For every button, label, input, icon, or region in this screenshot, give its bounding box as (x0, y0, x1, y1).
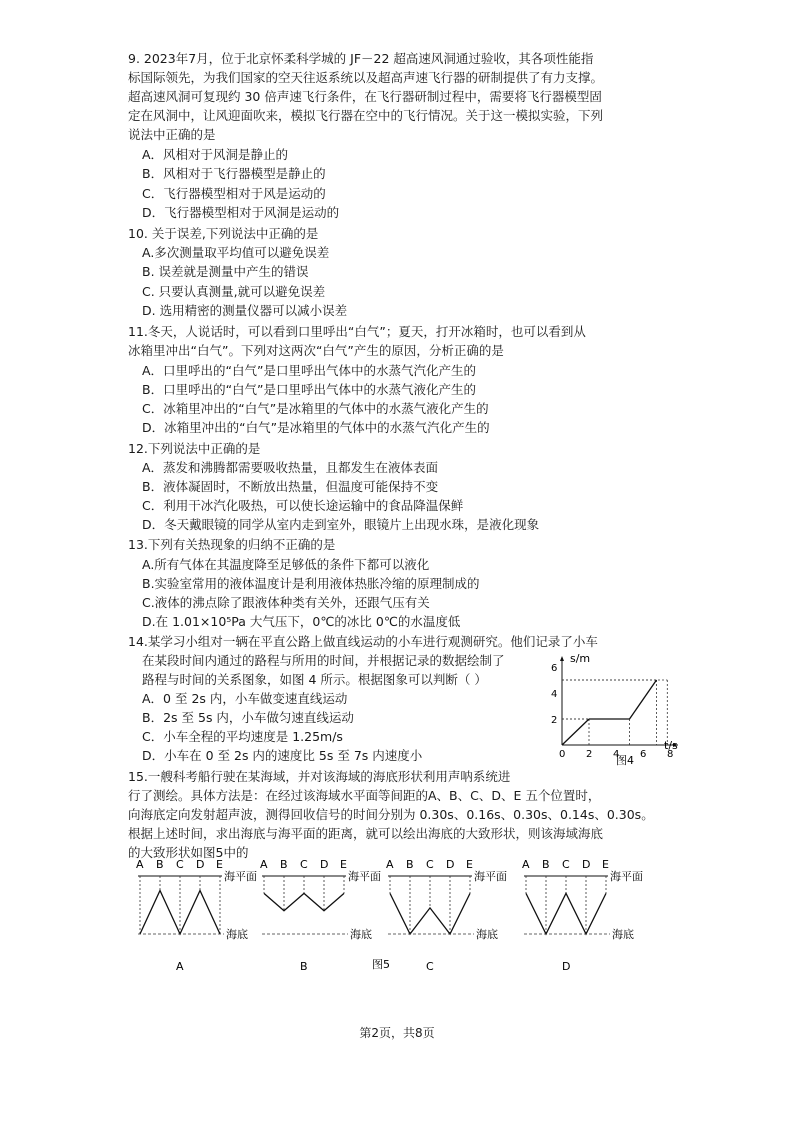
q9-stem-line-1: 9. 2023年7月，位于北京怀柔科学城的 JF－22 超高速风洞通过验收，其各项性能指 (128, 51, 594, 66)
fig5-panel-c (386, 858, 507, 973)
y-tick-label: 4 (551, 689, 558, 700)
panel-label: C (426, 960, 434, 973)
q10-option-a: A.多次测量取平均值可以避免误差 (142, 245, 330, 260)
point-label: D (446, 858, 455, 871)
q15-stem-line-5: 的大致形状如图5中的 (128, 845, 249, 860)
q9-stem-line-5: 说法中正确的是 (128, 127, 216, 142)
point-label: A (136, 858, 144, 871)
sea-surface-label: 海平面 (224, 870, 257, 883)
q9-stem-line-2: 标国际领先，为我们国家的空天往返系统以及超高声速飞行器的研制提供了有力支撑。 (128, 70, 604, 85)
q15-stem-line-1: 15.一艘科考船行驶在某海域，并对该海域的海底形状利用声呐系统进 (128, 769, 511, 784)
q9-stem-line-3: 超高速风洞可复现约 30 倍声速飞行条件，在飞行器研制过程中，需要将飞行器模型固 (128, 89, 602, 104)
point-label: A (386, 858, 394, 871)
point-label: C (426, 858, 434, 871)
q12-option-d: D．冬天戴眼镜的同学从室内走到室外，眼镜片上出现水珠，是液化现象 (142, 517, 540, 532)
point-label: D (320, 858, 329, 871)
sea-floor-label: 海底 (226, 928, 248, 941)
series-segment (630, 680, 657, 719)
q9-option-d: D．飞行器模型相对于风洞是运动的 (142, 205, 340, 220)
point-label: A (260, 858, 268, 871)
y-axis-label: s/m (570, 652, 591, 665)
x-tick-label: 6 (640, 749, 647, 760)
q11-option-d: D．冰箱里冲出的“白气”是冰箱里的气体中的水蒸气汽化产生的 (142, 420, 490, 435)
point-label: E (466, 858, 473, 871)
q14-stem-line-2: 在某段时间内通过的路程与所用的时间，并根据记录的数据绘制了 (142, 653, 505, 668)
q10-option-b: B. 误差就是测量中产生的错误 (142, 264, 309, 279)
point-label: D (196, 858, 205, 871)
fig5-panel-d (522, 858, 643, 973)
q9-option-a: A．风相对于风洞是静止的 (142, 147, 289, 162)
figure-4-caption: 图4 (616, 754, 634, 767)
q14-option-c: C．小车全程的平均速度是 1.25m/s (142, 729, 343, 744)
q14-option-b: B．2s 至 5s 内，小车做匀速直线运动 (142, 710, 354, 725)
q13-option-a: A.所有气体在其温度降至足够低的条件下都可以液化 (142, 557, 430, 572)
point-label: E (216, 858, 223, 871)
x-tick-label: 0 (559, 749, 566, 760)
seafloor-profile (390, 893, 470, 934)
point-label: E (602, 858, 609, 871)
seafloor-profile (526, 893, 606, 934)
q15-stem-line-2: 行了测绘。具体方法是：在经过该海域水平面等间距的A、B、C、D、E 五个位置时， (128, 788, 601, 803)
figure-5-caption: 图5 (372, 958, 390, 971)
q9-stem-line-4: 定在风洞中，让风迎面吹来，模拟飞行器在空中的飞行情况。关于这一模拟实验，下列 (128, 108, 604, 123)
q11-stem-line-1: 11.冬天，人说话时，可以看到口里呼出“白气”；夏天，打开冰箱时，也可以看到从 (128, 324, 586, 339)
x-tick-label: 4 (613, 749, 620, 760)
q11-option-c: C．冰箱里冲出的“白气”是冰箱里的气体中的水蒸气液化产生的 (142, 401, 489, 416)
x-tick-label: 2 (586, 749, 593, 760)
point-label: B (542, 858, 550, 871)
y-tick-label: 6 (551, 663, 558, 674)
x-axis-label: t/s (664, 739, 678, 752)
fig5-panel-b (260, 858, 381, 973)
sea-surface-label: 海平面 (474, 870, 507, 883)
q12-stem: 12.下列说法中正确的是 (128, 441, 261, 456)
seafloor-shapes-figure-5 (128, 858, 648, 978)
q11-option-a: A．口里呼出的“白气”是口里呼出气体中的水蒸气汽化产生的 (142, 363, 477, 378)
point-label: A (522, 858, 530, 871)
q15-stem-line-4: 根据上述时间，求出海底与海平面的距离，就可以绘出海底的大致形状，则该海域海底 (128, 826, 604, 841)
x-tick-label: 8 (667, 749, 674, 760)
q12-option-c: C．利用干冰汽化吸热，可以使长途运输中的食品降温保鲜 (142, 498, 464, 513)
q11-stem-line-2: 冰箱里冲出“白气”。下列对这两次“白气”产生的原因，分析正确的是 (128, 343, 504, 358)
q11-option-b: B．口里呼出的“白气”是口里呼出气体中的水蒸气液化产生的 (142, 382, 477, 397)
seafloor-profile (264, 893, 344, 910)
q10-option-d: D. 选用精密的测量仪器可以减小误差 (142, 303, 348, 318)
q14-option-d: D．小车在 0 至 2s 内的速度比 5s 至 7s 内速度小 (142, 748, 423, 763)
q13-stem: 13.下列有关热现象的归纳不正确的是 (128, 537, 336, 552)
sea-surface-label: 海平面 (348, 870, 381, 883)
q12-option-b: B．液体凝固时，不断放出热量，但温度可能保持不变 (142, 479, 439, 494)
y-axis-arrow (560, 656, 564, 661)
point-label: B (406, 858, 414, 871)
st-graph-figure-4 (534, 652, 684, 767)
q13-option-d: D.在 1.01×10⁵Pa 大气压下，0℃的冰比 0℃的水温度低 (142, 614, 461, 629)
q10-stem: 10. 关于误差,下列说法中正确的是 (128, 226, 319, 241)
sea-floor-label: 海底 (476, 928, 498, 941)
sea-surface-label: 海平面 (610, 870, 643, 883)
point-label: B (156, 858, 164, 871)
sea-floor-label: 海底 (350, 928, 372, 941)
q9-option-b: B．风相对于飞行器模型是静止的 (142, 166, 326, 181)
point-label: C (562, 858, 570, 871)
panel-label: B (300, 960, 308, 973)
page-footer: 第2页，共8页 (359, 1026, 435, 1040)
point-label: B (280, 858, 288, 871)
q12-option-a: A．蒸发和沸腾都需要吸收热量，且都发生在液体表面 (142, 460, 439, 475)
q13-option-c: C.液体的沸点除了跟液体种类有关外，还跟气压有关 (142, 595, 430, 610)
q10-option-c: C. 只要认真测量,就可以避免误差 (142, 284, 326, 299)
q13-option-b: B.实验室常用的液体温度计是利用液体热胀冷缩的原理制成的 (142, 576, 480, 591)
point-label: E (340, 858, 347, 871)
q14-stem-line-3: 路程与时间的关系图象，如图 4 所示。根据图象可以判断（ ） (142, 672, 487, 687)
point-label: D (582, 858, 591, 871)
panel-label: D (562, 960, 571, 973)
point-label: C (300, 858, 308, 871)
q15-stem-line-3: 向海底定向发射超声波，测得回收信号的时间分别为 0.30s、0.16s、0.30s、0.14s、0.30s。 (128, 807, 654, 822)
series-segment (562, 719, 589, 745)
q14-option-a: A．0 至 2s 内，小车做变速直线运动 (142, 691, 348, 706)
panel-label: A (176, 960, 184, 973)
point-label: C (176, 858, 184, 871)
fig5-panel-a (136, 858, 257, 973)
q9-option-c: C．飞行器模型相对于风是运动的 (142, 186, 326, 201)
y-tick-label: 2 (551, 715, 558, 726)
sea-floor-label: 海底 (612, 928, 634, 941)
q14-stem-line-1: 14.某学习小组对一辆在平直公路上做直线运动的小车进行观测研究。他们记录了小车 (128, 634, 598, 649)
